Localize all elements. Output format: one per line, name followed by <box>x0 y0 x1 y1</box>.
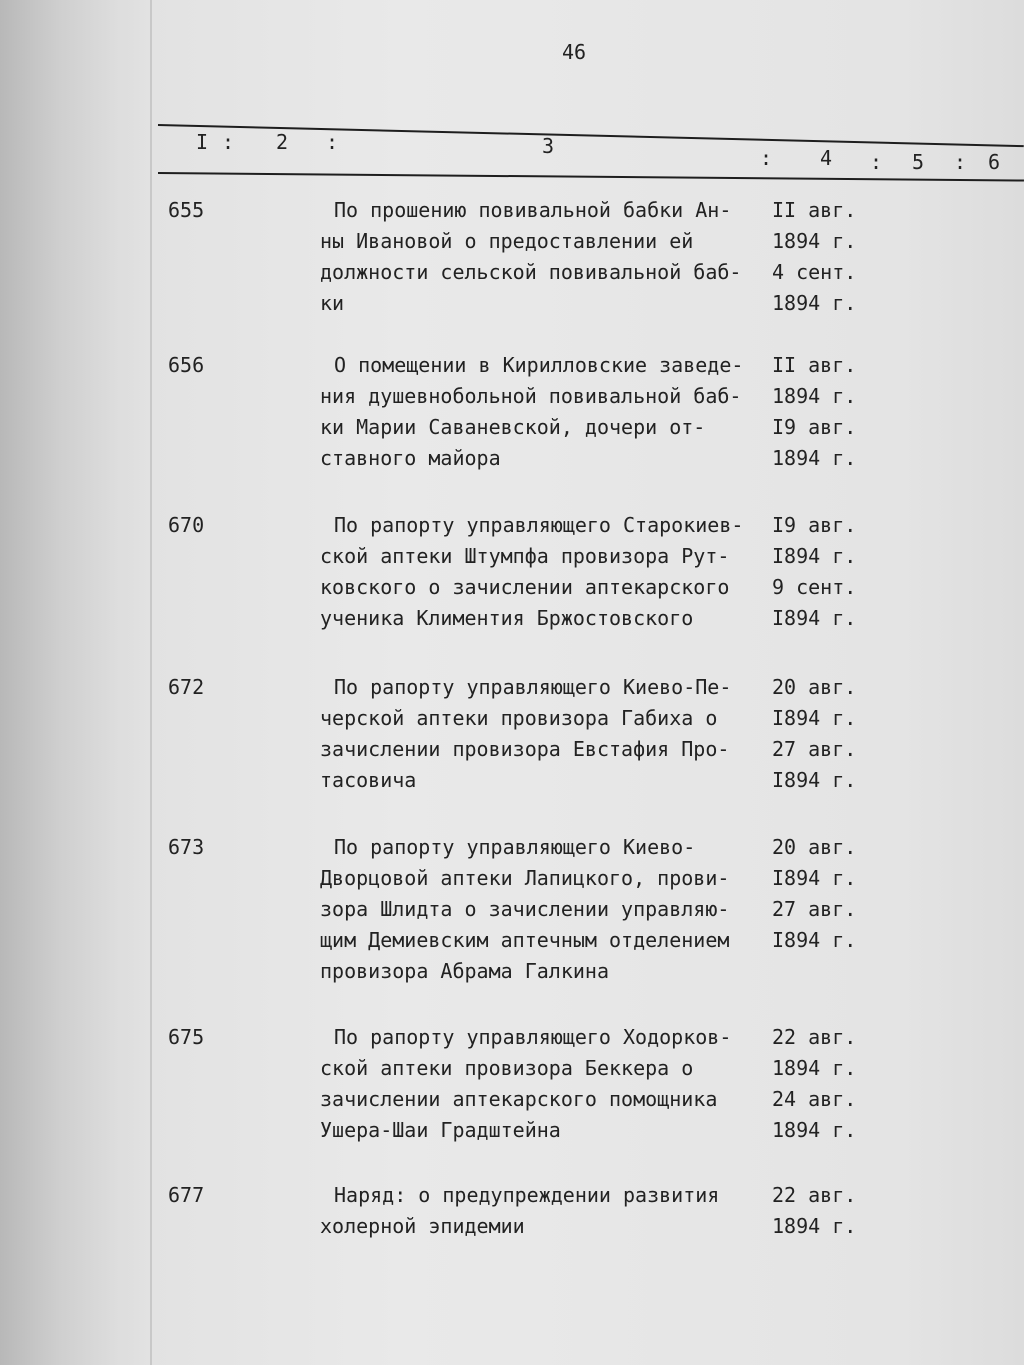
date-line: 1894 г. <box>772 229 857 253</box>
description-line: По рапорту управляющего Киево-Пе- <box>334 675 732 699</box>
entry-number: 677 <box>168 1183 205 1207</box>
description-line: ученика Климентия Бржостовского <box>320 606 694 630</box>
date-line: I894 г. <box>772 768 857 792</box>
header-sep: : <box>760 146 773 170</box>
entry-number: 670 <box>168 513 205 537</box>
description-line: ки <box>320 291 345 315</box>
description-line: должности сельской повивальной баб- <box>320 260 742 284</box>
entry-description <box>320 832 770 987</box>
date-line: 22 авг. <box>772 1183 857 1207</box>
description-line: По прошению повивальной бабки Ан- <box>334 198 732 222</box>
date-line: 1894 г. <box>772 1118 857 1142</box>
description-line: Ушера-Шаи Градштейна <box>320 1118 561 1142</box>
entry-description <box>320 672 770 796</box>
entry-description <box>320 195 770 319</box>
entry-dates <box>772 672 856 796</box>
date-line: II авг. <box>772 353 857 377</box>
date-line: 1894 г. <box>772 291 857 315</box>
date-line: 4 сент. <box>772 260 857 284</box>
description-line: ской аптеки провизора Беккера о <box>320 1056 694 1080</box>
description-line: Дворцовой аптеки Лапицкого, прови- <box>320 866 730 890</box>
header-col-2: 2 <box>276 130 289 154</box>
description-line: ской аптеки Штумпфа провизора Рут- <box>320 544 730 568</box>
entry-dates <box>772 195 856 319</box>
date-line: I9 авг. <box>772 513 857 537</box>
entry-number: 672 <box>168 675 205 699</box>
book-spine-shadow <box>0 0 152 1365</box>
entry-description <box>320 350 770 474</box>
header-sep: : <box>222 130 235 154</box>
page-number: 46 <box>562 40 587 64</box>
entry-dates <box>772 1180 856 1242</box>
header-col-6: 6 <box>988 150 1001 174</box>
entry-dates <box>772 510 856 634</box>
header-sep: : <box>870 150 883 174</box>
date-line: I9 авг. <box>772 415 857 439</box>
description-line: ставного майора <box>320 446 501 470</box>
header-sep: : <box>954 150 967 174</box>
description-line: Наряд: о предупреждении развития <box>334 1183 720 1207</box>
date-line: 20 авг. <box>772 675 857 699</box>
date-line: I894 г. <box>772 706 857 730</box>
entry-dates <box>772 350 856 474</box>
date-line: I894 г. <box>772 544 857 568</box>
date-line: 1894 г. <box>772 1214 857 1238</box>
header-col-3: 3 <box>542 134 555 158</box>
date-line: 1894 г. <box>772 384 857 408</box>
description-line: щим Демиевским аптечным отделением <box>320 928 730 952</box>
description-line: черской аптеки провизора Габиха о <box>320 706 718 730</box>
description-line: зора Шлидта о зачислении управляю- <box>320 897 730 921</box>
description-line: По рапорту управляющего Старокиев- <box>334 513 744 537</box>
entry-number: 673 <box>168 835 205 859</box>
entry-number: 675 <box>168 1025 205 1049</box>
date-line: 20 авг. <box>772 835 857 859</box>
entry-description <box>320 510 770 634</box>
entry-description <box>320 1180 770 1242</box>
description-line: холерной эпидемии <box>320 1214 525 1238</box>
header-col-1: I <box>196 130 209 154</box>
header-col-4: 4 <box>820 146 833 170</box>
entry-description <box>320 1022 770 1146</box>
date-line: II авг. <box>772 198 857 222</box>
date-line: 1894 г. <box>772 446 857 470</box>
date-line: 24 авг. <box>772 1087 857 1111</box>
description-line: О помещении в Кирилловские заведе- <box>334 353 744 377</box>
entry-dates <box>772 1022 856 1146</box>
date-line: I894 г. <box>772 866 857 890</box>
date-line: I894 г. <box>772 606 857 630</box>
date-line: I894 г. <box>772 928 857 952</box>
date-line: 27 авг. <box>772 897 857 921</box>
date-line: 27 авг. <box>772 737 857 761</box>
description-line: тасовича <box>320 768 417 792</box>
header-rule-bottom <box>158 172 1024 182</box>
header-sep: : <box>326 130 339 154</box>
entry-number: 655 <box>168 198 205 222</box>
description-line: зачислении провизора Евстафия Про- <box>320 737 730 761</box>
description-line: зачислении аптекарского помощника <box>320 1087 718 1111</box>
date-line: 22 авг. <box>772 1025 857 1049</box>
date-line: 1894 г. <box>772 1056 857 1080</box>
description-line: По рапорту управляющего Киево- <box>334 835 696 859</box>
header-col-5: 5 <box>912 150 925 174</box>
entry-number: 656 <box>168 353 205 377</box>
description-line: провизора Абрама Галкина <box>320 959 609 983</box>
entry-dates <box>772 832 856 956</box>
date-line: 9 сент. <box>772 575 857 599</box>
description-line: ния душевнобольной повивальной баб- <box>320 384 742 408</box>
description-line: ны Ивановой о предоставлении ей <box>320 229 694 253</box>
description-line: По рапорту управляющего Ходорков- <box>334 1025 732 1049</box>
description-line: ковского о зачислении аптекарского <box>320 575 730 599</box>
description-line: ки Марии Саваневской, дочери от- <box>320 415 706 439</box>
